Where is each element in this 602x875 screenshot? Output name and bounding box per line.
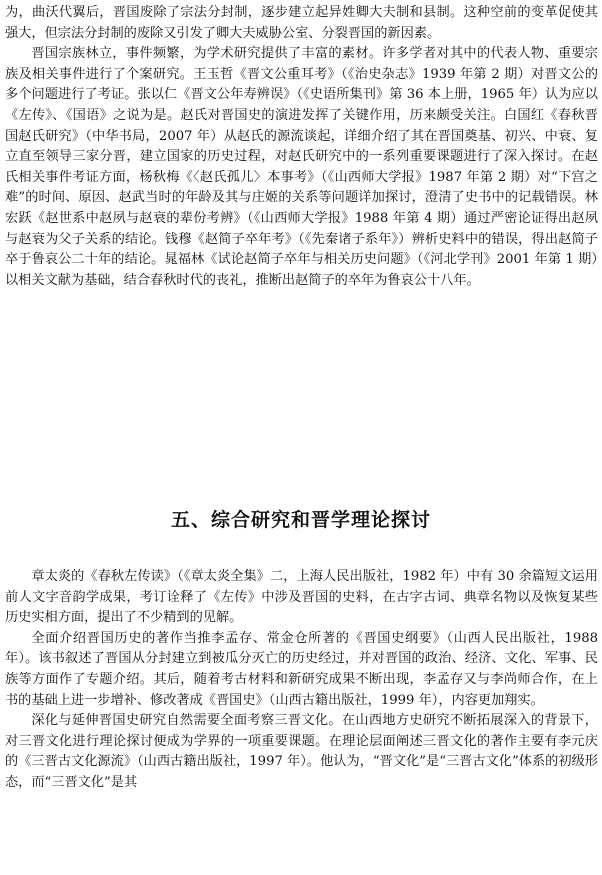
section-heading: 五、综合研究和晋学理论探讨: [170, 509, 431, 531]
paragraph: 章太炎的《春秋左传读》（《章太炎全集》二，上海人民出版社，1982 年）中有 30 余篇短文运用前人文字音韵学成果，考订诠释了《左传》中涉及晋国的史料，在古字古词、典章名物以及恢复某些历史实相方面，提出了不少精到的见解。: [5, 569, 598, 626]
paragraph: 深化与延伸晋国史研究自然需要全面考察三晋文化。在山西地方史研究不断拓展深入的背景下，对三晋文化进行理论探讨便成为学界的一项重要课题。在理论层面阐述三晋文化的著作主要有李元庆的《三晋古文化源流》（山西古籍出版社，1997 年）。他认为，“晋文化”是“三晋古文化”体系的初级形态，而“三晋文化”是其: [5, 713, 598, 790]
text-block-bottom: [0, 567, 602, 794]
paragraph: 全面介绍晋国历史的著作当推李孟存、常金仓所著的《晋国史纲要》（山西人民出版社，1988 年）。该书叙述了晋国从分封建立到被瓜分灭亡的历史经过，并对晋国的政治、经济、文化、军事、民族等方面作了专题介绍。其后，随着考古材料和新研究成果不断出现，李孟存又与李尚师合作，在上书的基础上进一步增补、修改著成《晋国史》（山西古籍出版社，1999 年），内容更加翔实。: [5, 630, 598, 708]
paragraph: 晋国宗族林立，事件频繁，为学术研究提供了丰富的素材。许多学者对其中的代表人物、重要宗族及相关事件进行了个案研究。王玉哲《晋文公重耳考》（《治史杂志》1939 年第 2 期）对晋文公的多个问题进行了考证。张以仁《晋文公年寿辨误》（《史语所集刊》第 36 本上册，1965 年）认为应以《左传》、《国语》之说为是。赵氏对晋国史的演进发挥了关键作用，历来颇受关注。白国红《春秋晋国赵氏研究》（中华书局，2007 年）从赵氏的源流谈起，详细介绍了其在晋国奠基、初兴、中衰、复立直至领导三家分晋，建立国家的历史过程，对赵氏研究中的一系列重要课题进行了深入探讨。在赵氏相关事件考证方面，杨秋梅《〈赵氏孤儿〉本事考》（《山西师大学报》1987 年第 2 期）对“下宫之难”的时间、原因、赵武当时的年龄及其与庄姬的关系等问题详加探讨，澄清了史书中的记载错误。林宏跃《赵世系中赵夙与赵衰的辈份考辨》（《山西师大学报》1988 年第 4 期）通过严密论证得出赵夙与赵衰为父子关系的结论。钱穆《赵简子卒年考》（《先秦诸子系年》）辨析史料中的错误，得出赵简子卒于鲁哀公二十年的结论。晁福林《试论赵简子卒年与相关历史问题》（《河北学刊》2001 年第 1 期）以相关文献为基础，结合春秋时代的丧礼，推断出赵简子的卒年为鲁哀公十八年。: [5, 46, 598, 288]
paragraph: 为，曲沃代翼后，晋国废除了宗法分封制，逐步建立起异姓卿大夫制和县制。这种空前的变革促使其强大，但宗法分封制的废除又引发了卿大夫威胁公室、分裂晋国的新因素。: [5, 5, 598, 41]
text-block-top: [0, 3, 602, 291]
